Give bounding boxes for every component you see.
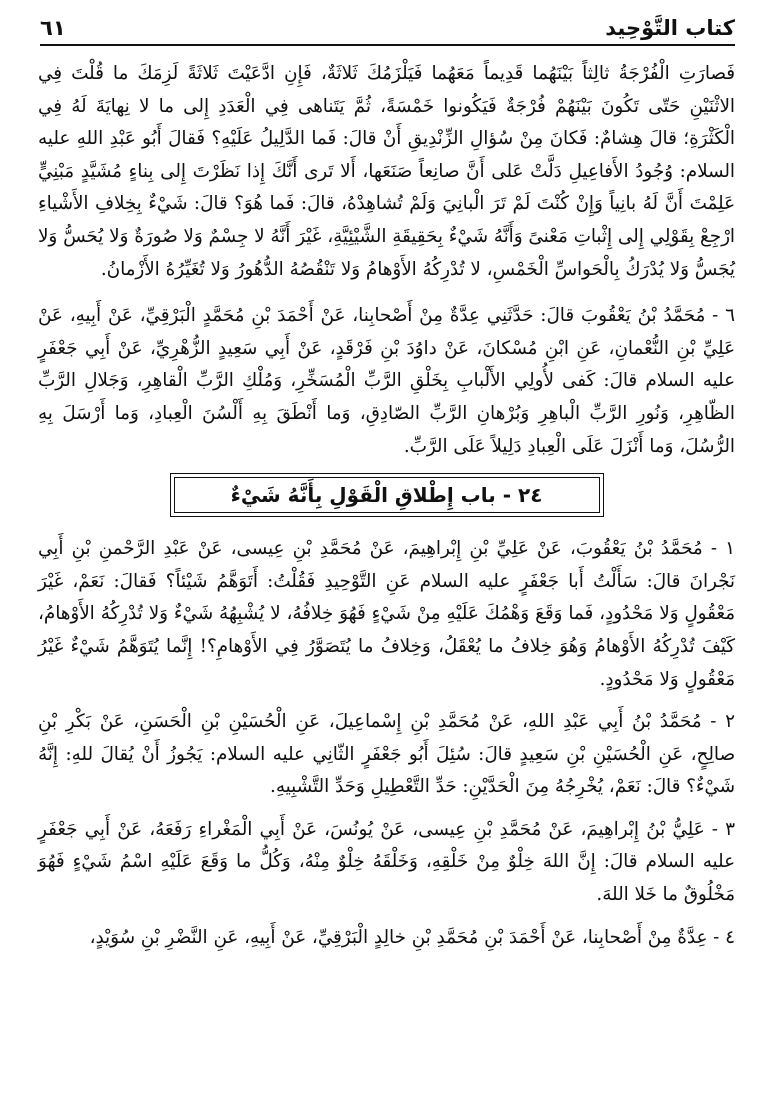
hadith-4: ٤ - عِدَّةٌ مِنْ أَصْحابِنا، عَنْ أَحْمَدَ بْنِ مُحَمَّدِ بْنِ خالِدٍ الْبَرْقِيِّ، عَنْ أَبِيهِ، عَنِ النَّضْرِ بْنِ سُوَيْدٍ، <box>89 926 735 948</box>
page-header <box>40 14 735 40</box>
hadith-2: ٢ - مُحَمَّدُ بْنُ أَبِي عَبْدِ اللهِ، عَنْ مُحَمَّدِ بْنِ إِسْماعِيلَ، عَنِ الْحُسَيْنِ بْنِ الْحَسَنِ، عَنْ بَكْرِ بْنِ صالِحٍ، عَنِ الْحُسَيْنِ بْنِ سَعِيدٍ قالَ: سُئِلَ أَبُو جَعْفَرٍ الثّانِي عليه السلام: يَجُوزُ أَنْ يُقالَ للهِ: إِنَّهُ شَيْءٌ؟ قالَ: نَعَمْ، يُخْرِجُهُ مِنَ الْحَدَّيْنِ: حَدِّ التَّعْطِيلِ وَحَدِّ التَّشْبِيهِ. <box>38 711 735 798</box>
page-number: ٦١ <box>40 16 66 40</box>
hadith-3: ٣ - عَلِيُّ بْنُ إِبْراهِيمَ، عَنْ مُحَمَّدِ بْنِ عِيسى، عَنْ يُونُسَ، عَنْ أَبِي الْمَغْراءِ رَفَعَهُ، عَنْ أَبِي جَعْفَرٍ عليه السلام قالَ: إِنَّ اللهَ خِلْوٌ مِنْ خَلْقِهِ، وَخَلْقَهُ خِلْوٌ مِنْهُ، وَكُلُّ ما وَقَعَ عَلَيْهِ اسْمُ شَيْءٍ فَهُوَ مَخْلُوقٌ ما خَلا اللهَ. <box>38 818 735 906</box>
chapter-heading-box <box>170 473 604 517</box>
hadith-1: ١ - مُحَمَّدُ بْنُ يَعْقُوبَ، عَنْ عَلِيِّ بْنِ إِبْراهِيمَ، عَنْ مُحَمَّدِ بْنِ عِيسى، عَنْ عَبْدِ الرَّحْمنِ بْنِ أَبِي نَجْرانَ قالَ: سَأَلْتُ أَبا جَعْفَرٍ عليه السلام عَنِ التَّوْحِيدِ فَقُلْتُ: أَتَوَهَّمُ شَيْئاً؟ فَقالَ: نَعَمْ، غَيْرَ مَعْقُولٍ وَلا مَحْدُودٍ، فَما وَقَعَ وَهْمُكَ عَلَيْهِ مِنْ شَيْءٍ فَهُوَ خِلافُهُ، لا يُشْبِهُهُ شَيْءٌ وَلا تُدْرِكُهُ الأَوْهامُ، كَيْفَ تُدْرِكُهُ الأَوْهامُ وَهُوَ خِلافُ ما يُعْقَلُ، وَخِلافُ ما يُتَصَوَّرُ فِي الأَوْهامِ؟! إِنَّما يُتَوَهَّمُ شَيْءٌ غَيْرُ مَعْقُولٍ وَلا مَحْدُودٍ. <box>38 538 735 690</box>
book-title: كتاب التَّوْحِيد <box>605 16 735 40</box>
paragraph-continuation: فَصارَتِ الْفُرْجَةُ ثالِثاً بَيْنَهُما قَدِيماً مَعَهُما فَيَلْزَمُكَ ثَلاثَةٌ، فَإِنِ ادَّعَيْتَ ثَلاثَةً لَزِمَكَ ما قُلْتَ فِي الاثْنَيْنِ حَتّى تَكُونَ بَيْنَهُمْ فُرْجَةٌ فَيَكُونوا خَمْسَةً، ثُمَّ يَتَناهى فِي الْعَدَدِ إِلى ما لا نِهايَةَ لَهُ فِي الْكَثْرَةِ؛ قالَ هِشامٌ: فَكانَ مِنْ سُؤالِ الزِّنْدِيقِ أَنْ قالَ: فَما الدَّلِيلُ عَلَيْهِ؟ فَقالَ أَبُو عَبْدِ اللهِ عليه السلام: وُجُودُ الأَفاعِيلِ دَلَّتْ عَلى أَنَّ صانِعاً صَنَعَها، أَلا تَرى أَنَّكَ إِذا نَظَرْتَ إِلى بِناءٍ مُشَيَّدٍ مَبْنِيٍّ عَلِمْتَ أَنَّ لَهُ بانِياً وَإِنْ كُنْتَ لَمْ تَرَ الْبانِيَ وَلَمْ تُشاهِدْهُ، قالَ: فَما هُوَ؟ قالَ: شَيْءٌ بِخِلافِ الأَشْياءِ ارْجِعْ بِقَوْلِي إِلى إِثْباتِ مَعْنىً وَأَنَّهُ شَيْءٌ بِحَقِيقَةِ الشَّيْئِيَّةِ، غَيْرَ أَنَّهُ لا جِسْمٌ وَلا صُورَةٌ وَلا يُحَسُّ وَلا يُجَسُّ وَلا يُدْرَكُ بِالْحَواسِّ الْخَمْسِ، لا تُدْرِكُهُ الأَوْهامُ وَلا تَنْقُصُهُ الدُّهُورُ وَلا تُغَيِّرُهُ الأَزْمانُ. <box>38 63 735 280</box>
chapter-heading: ٢٤ - باب إِطْلاقِ الْقَوْلِ بِأَنَّهُ شَيْءٌ <box>230 482 543 507</box>
page-content <box>38 58 735 964</box>
hadith-6: ٦ - مُحَمَّدُ بْنُ يَعْقُوبَ قالَ: حَدَّثَنِي عِدَّةٌ مِنْ أَصْحابِنا، عَنْ أَحْمَدَ بْنِ مُحَمَّدٍ الْبَرْقِيِّ، عَنْ أَبِيهِ، عَنْ عَلِيِّ بْنِ النُّعْمانِ، عَنِ ابْنِ مُسْكانَ، عَنْ داوُدَ بْنِ فَرْقَدٍ، عَنْ أَبِي سَعِيدٍ الزُّهْرِيِّ، عَنْ أَبِي جَعْفَرٍ عليه السلام قالَ: كَفى لأُولِي الأَلْبابِ بِخَلْقِ الرَّبِّ الْمُسَخِّرِ، وَمُلْكِ الرَّبِّ الْقاهِرِ، وَجَلالِ الرَّبِّ الظّاهِرِ، وَنُورِ الرَّبِّ الْباهِرِ وَبُرْهانِ الرَّبِّ الصّادِقِ، وَما أَنْطَقَ بِهِ أَلْسُنَ الْعِبادِ، وَما أَرْسَلَ بِهِ الرُّسُلَ، وَما أَنْزَلَ عَلَى الْعِبادِ دَلِيلاً عَلَى الرَّبِّ. <box>38 305 735 457</box>
header-rule <box>40 44 735 46</box>
